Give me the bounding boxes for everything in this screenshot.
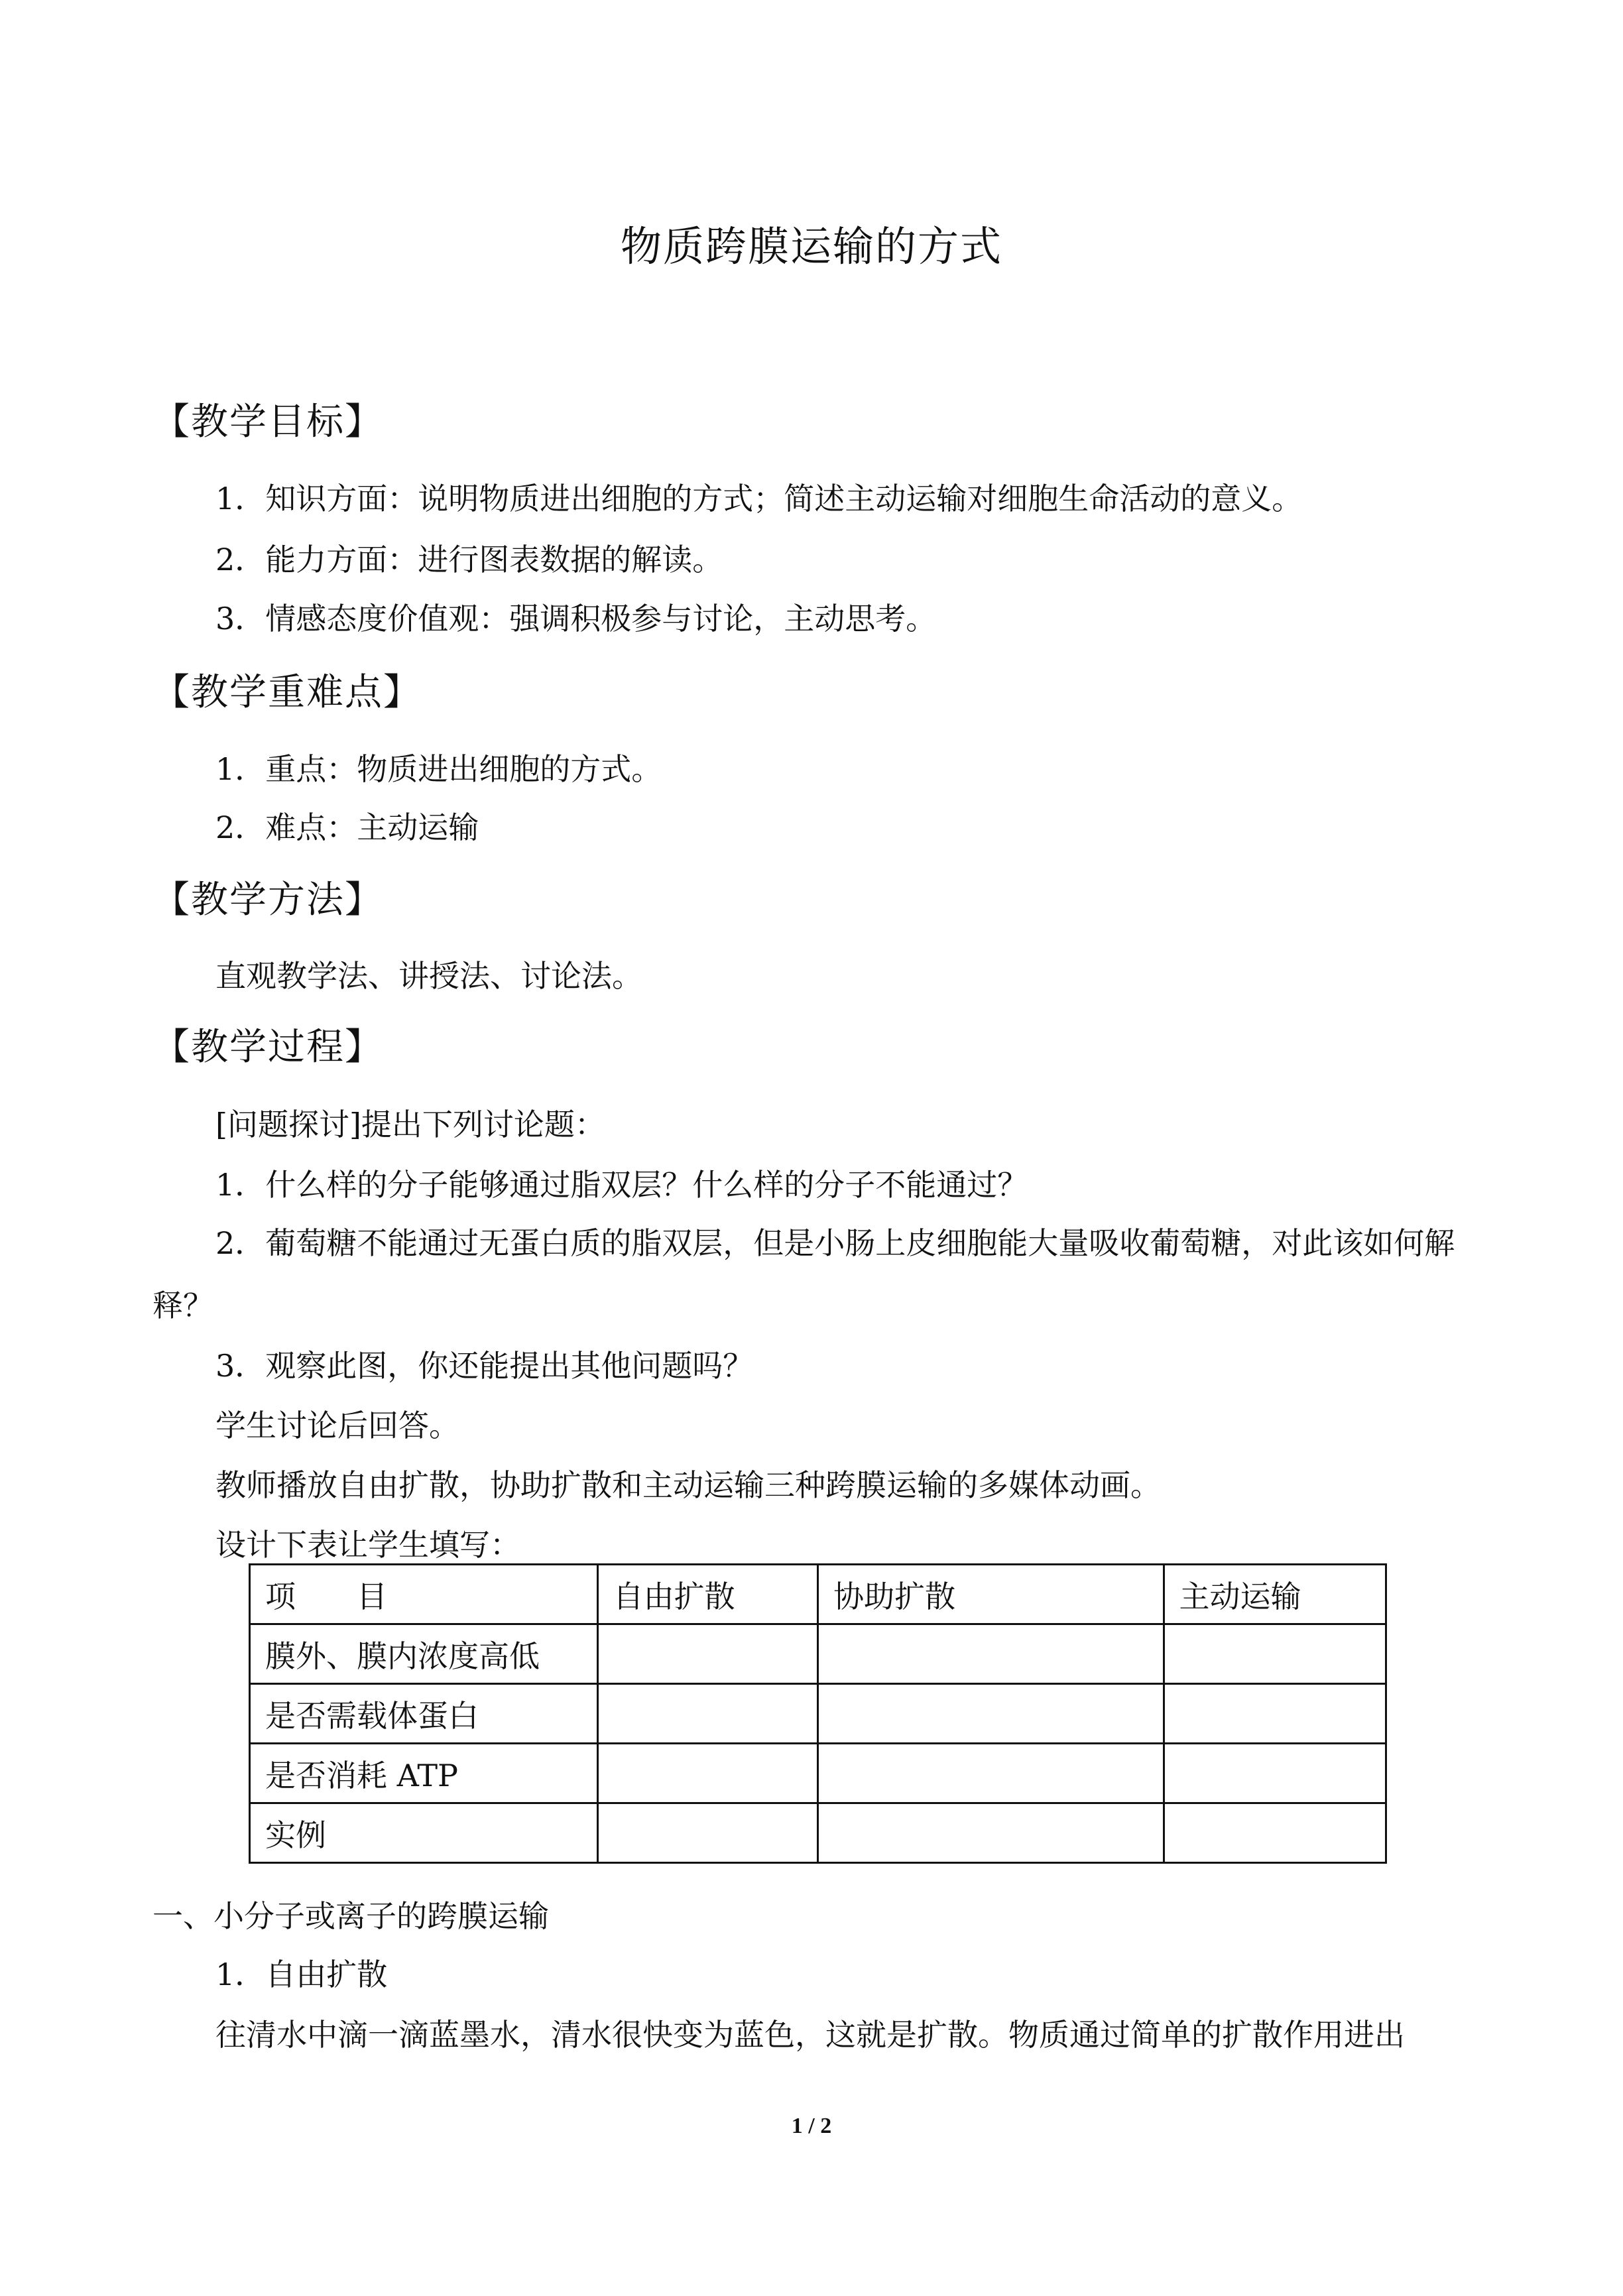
- table-cell: [1164, 1744, 1386, 1803]
- page-number: 1 / 2: [791, 2114, 832, 2138]
- table-header-cell: 自由扩散: [597, 1565, 817, 1624]
- table-row: [250, 1684, 1386, 1744]
- heading-objectives: 【教学目标】: [152, 400, 383, 444]
- page-title: 物质跨膜运输的方式: [620, 222, 1002, 271]
- table-cell: 膜外、膜内浓度高低: [250, 1624, 598, 1684]
- table-cell: [597, 1624, 817, 1684]
- question-2: 2．葡萄糖不能通过无蛋白质的脂双层，但是小肠上皮细胞能大量吸收葡萄糖，对此该如何解释？: [152, 1225, 1455, 1323]
- table-cell: [818, 1624, 1164, 1684]
- teacher-animation: 教师播放自由扩散，协助扩散和主动运输三种跨膜运输的多媒体动画。: [215, 1467, 1161, 1503]
- table-cell: [818, 1684, 1164, 1744]
- key-point-item-2: 2．难点：主动运输: [215, 810, 479, 845]
- table-header-cell: 协助扩散: [818, 1565, 1164, 1624]
- table-cell: [818, 1744, 1164, 1803]
- table-cell: 是否消耗 ATP: [250, 1744, 598, 1803]
- subsection-text: 往清水中滴一滴蓝墨水，清水很快变为蓝色，这就是扩散。物质通过简单的扩散作用进出: [215, 2017, 1405, 2053]
- table-row: [250, 1624, 1386, 1684]
- table-header-cell: 项 目: [250, 1565, 598, 1624]
- methods-text: 直观教学法、讲授法、讨论法。: [215, 958, 642, 994]
- table-cell: [597, 1684, 817, 1744]
- table-intro: 设计下表让学生填写：: [215, 1527, 520, 1563]
- table-cell: [818, 1803, 1164, 1863]
- objective-item-2: 2．能力方面：进行图表数据的解读。: [215, 542, 723, 577]
- process-intro: [问题探讨]提出下列讨论题：: [215, 1107, 605, 1142]
- heading-key-points: 【教学重难点】: [152, 671, 422, 714]
- table-cell: [1164, 1624, 1386, 1684]
- objective-item-1: 1．知识方面：说明物质进出细胞的方式；简述主动运输对细胞生命活动的意义。: [215, 481, 1303, 516]
- table-cell: 实例: [250, 1803, 598, 1863]
- heading-process: 【教学过程】: [152, 1026, 383, 1069]
- table-row: [250, 1744, 1386, 1803]
- subsection-heading: 一、小分子或离子的跨膜运输: [152, 1898, 549, 1934]
- table-cell: [597, 1803, 817, 1863]
- table-row: [250, 1803, 1386, 1863]
- table-cell: [1164, 1684, 1386, 1744]
- question-1: 1．什么样的分子能够通过脂双层？什么样的分子不能通过？: [215, 1167, 1028, 1203]
- table-cell: [1164, 1803, 1386, 1863]
- table-cell: 是否需载体蛋白: [250, 1684, 598, 1744]
- student-discussion: 学生讨论后回答。: [215, 1408, 459, 1443]
- table-cell: [597, 1744, 817, 1803]
- objective-item-3: 3．情感态度价值观：强调积极参与讨论，主动思考。: [215, 601, 937, 636]
- table-header-cell: 主动运输: [1164, 1565, 1386, 1624]
- heading-methods: 【教学方法】: [152, 878, 383, 922]
- key-point-item-1: 1．重点：物质进出细胞的方式。: [215, 751, 662, 787]
- comparison-table: [249, 1563, 1387, 1864]
- subsection-item-1: 1．自由扩散: [215, 1957, 388, 1992]
- table-header-row: [250, 1565, 1386, 1624]
- question-3: 3．观察此图，你还能提出其他问题吗？: [215, 1348, 754, 1384]
